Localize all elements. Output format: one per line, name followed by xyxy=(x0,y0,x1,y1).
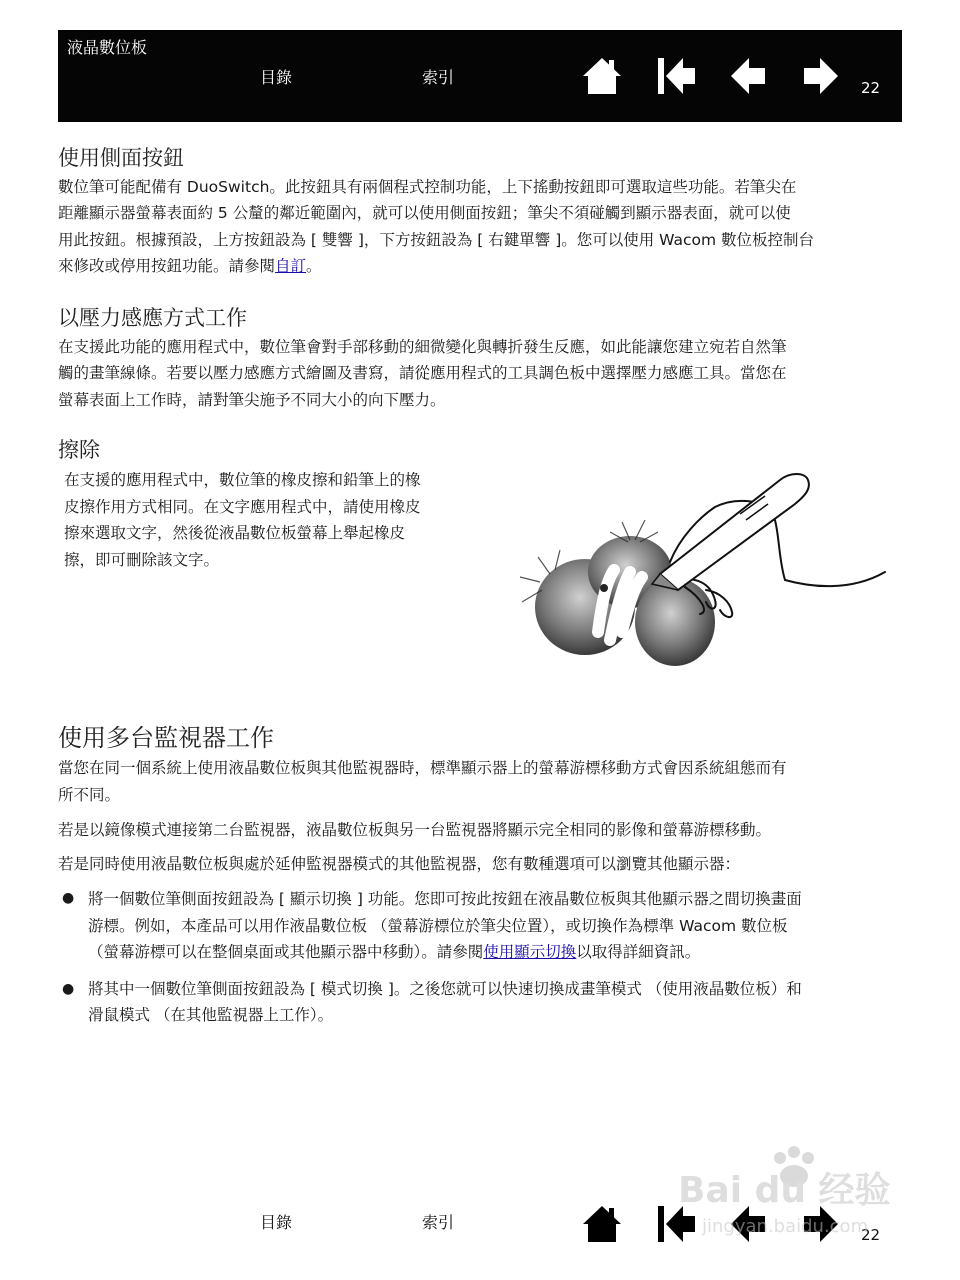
bullet-icon: ● xyxy=(62,981,75,997)
pressure-line-3: 螢幕表面上工作時，請對筆尖施予不同大小的向下壓力。 xyxy=(58,391,446,409)
customize-link[interactable]: 自訂 xyxy=(275,257,307,275)
toc-link[interactable]: 目錄 xyxy=(260,1213,293,1232)
first-page-icon[interactable] xyxy=(655,56,697,96)
multi-monitor-p3: 若是同時使用液晶數位板與處於延伸監視器模式的其他監視器，您有數種選項可以瀏覽其他顯示器： xyxy=(58,855,741,873)
erase-line-2: 皮擦作用方式相同。在文字應用程式中，請使用橡皮 xyxy=(64,498,421,516)
side-button-line-4: 來修改或停用按鈕功能。請參閱自訂。 xyxy=(58,257,322,275)
section-heading-pressure: 以壓力感應方式工作 xyxy=(58,306,247,330)
bullet-1-line-3: （螢幕游標可以在整個桌面或其他顯示器中移動）。請參閱使用顯示切換以取得詳細資訊。 xyxy=(88,943,701,961)
page-number: 22 xyxy=(861,1226,881,1244)
side-button-line-2: 距離顯示器螢幕表面約 5 公釐的鄰近範圍內，就可以使用側面按鈕；筆尖不須碰觸到顯示器表面，就可以使 xyxy=(58,204,791,222)
pressure-line-2: 觸的畫筆線條。若要以壓力感應方式繪圖及書寫，請從應用程式的工具調色板中選擇壓力感應工具。當您在 xyxy=(58,364,787,382)
index-link[interactable]: 索引 xyxy=(422,1213,455,1232)
watermark-url: jingyan.baidu.com xyxy=(702,1216,869,1237)
section-heading-side-button: 使用側面按鈕 xyxy=(58,146,184,170)
multi-monitor-p1-line-2: 所不同。 xyxy=(58,786,121,804)
header-bar xyxy=(58,30,902,122)
toc-link[interactable]: 目錄 xyxy=(260,68,293,87)
previous-page-icon[interactable] xyxy=(729,56,771,96)
display-toggle-link[interactable]: 使用顯示切換 xyxy=(483,943,577,961)
bullet-1-line-2: 游標。例如，本產品可以用作液晶數位板 （螢幕游標位於筆尖位置），或切換作為標準 Wacom 數位板 xyxy=(88,917,788,935)
home-icon[interactable] xyxy=(581,56,623,96)
pressure-line-1: 在支援此功能的應用程式中，數位筆會對手部移動的細微變化與轉折發生反應，如此能讓您建立宛若自然筆 xyxy=(58,338,787,356)
section-heading-erase: 擦除 xyxy=(58,438,100,462)
home-icon[interactable] xyxy=(581,1204,623,1244)
section-heading-multi-monitor: 使用多台監視器工作 xyxy=(58,724,274,752)
bullet-icon: ● xyxy=(62,890,75,906)
index-link[interactable]: 索引 xyxy=(422,68,455,87)
bullet-2-line-2: 滑鼠模式 （在其他監視器上工作）。 xyxy=(88,1006,334,1024)
side-button-line-1: 數位筆可能配備有 DuoSwitch。此按鈕具有兩個程式控制功能，上下搖動按鈕即可選取這些功能。若筆尖在 xyxy=(58,178,797,196)
tomato-shape xyxy=(635,578,715,666)
document-title: 液晶數位板 xyxy=(67,38,148,57)
baidu-watermark xyxy=(672,1142,912,1242)
erase-line-3: 擦來選取文字，然後從液晶數位板螢幕上舉起橡皮 xyxy=(64,524,406,542)
erase-line-1: 在支援的應用程式中，數位筆的橡皮擦和鉛筆上的橡 xyxy=(64,471,421,489)
side-button-line-3: 用此按鈕。根據預設，上方按鈕設為 [ 雙響 ]，下方按鈕設為 [ 右鍵單響 ]。您可以使用 Wacom 數位板控制台 xyxy=(58,231,815,249)
multi-monitor-p2: 若是以鏡像模式連接第二台監視器，液晶數位板與另一台監視器將顯示完全相同的影像和螢幕游標移動。 xyxy=(58,821,772,839)
eraser-illustration xyxy=(510,462,900,682)
bullet-2-line-1: 將其中一個數位筆側面按鈕設為 [ 模式切換 ]。之後您就可以快速切換成畫筆模式 （使用液晶數位板）和 xyxy=(88,980,802,998)
multi-monitor-p1-line-1: 當您在同一個系統上使用液晶數位板與其他監視器時，標準顯示器上的螢幕游標移動方式會因系統組態而有 xyxy=(58,759,787,777)
erase-line-4: 擦，即可刪除該文字。 xyxy=(64,551,220,569)
bullet-1-line-1: 將一個數位筆側面按鈕設為 [ 顯示切換 ] 功能。您即可按此按鈕在液晶數位板與其他顯示器之間切換畫面 xyxy=(88,890,802,908)
pen-graphic xyxy=(652,474,809,590)
next-page-icon[interactable] xyxy=(798,56,840,96)
watermark-brand: Bai du 经验 xyxy=(678,1170,891,1211)
page-number: 22 xyxy=(861,79,881,97)
